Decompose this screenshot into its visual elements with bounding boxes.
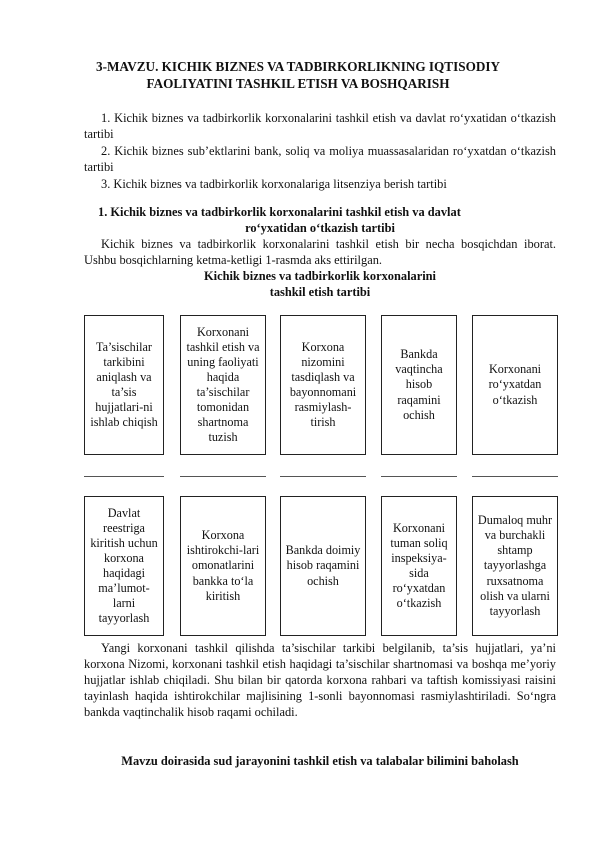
stage-box-3: Korxona nizomini tasdiqlash va bayonnomani rasmiylash-tirish <box>280 315 366 455</box>
section-heading-line-1: 1. Kichik biznes va tadbirkorlik korxonalarini tashkil etish va davlat <box>98 205 461 219</box>
figure-title <box>84 268 556 300</box>
separator-line <box>472 476 558 477</box>
section-heading-line-2: ro‘yxatidan o‘tkazish tartibi <box>245 221 395 235</box>
section-heading <box>84 204 556 236</box>
plan-item-1: 1. Kichik biznes va tadbirkorlik korxonalarini tashkil etish va davlat ro‘yxatidan o‘tkazish tartibi <box>84 111 556 141</box>
separator-line <box>84 476 164 477</box>
plan-item-2: 2. Kichik biznes sub’ektlarini bank, soliq va moliya muassasalaridan ro‘yxatdan o‘tkazish tartibi <box>84 144 556 174</box>
stage-box-7: Korxona ishtirokchi-lari omonatlarini bankka to‘la kiritish <box>180 496 266 636</box>
separator-line <box>180 476 266 477</box>
stage-box-6: Davlat reestriga kiritish uchun korxona haqidagi ma’lumot-larni tayyorlash <box>84 496 164 636</box>
stage-box-2: Korxonani tashkil etish va uning faoliyati haqida ta’sischilar tomonidan shartnoma tuzish <box>180 315 266 455</box>
plan-item-3: 3. Kichik biznes va tadbirkorlik korxonalariga litsenziya berish tartibi <box>101 177 447 191</box>
figure-title-line-1: Kichik biznes va tadbirkorlik korxonalarini <box>203 269 437 283</box>
separator-line <box>280 476 366 477</box>
stage-box-1: Ta’sischilar tarkibini aniqlash va ta’sis hujjatlari-ni ishlab chiqish <box>84 315 164 455</box>
footer-heading: Mavzu doirasida sud jarayonini tashkil etish va talabalar bilimini baholash <box>121 754 519 768</box>
title-line-2: FAOLIYATINI TASHKIL ETISH VA BOSHQARISH <box>146 76 450 91</box>
figure-title-line-2: tashkil etish tartibi <box>269 285 371 299</box>
page-title <box>70 58 526 92</box>
stage-box-9: Korxonani tuman soliq inspeksiya-sida ro‘yxatdan o‘tkazish <box>381 496 457 636</box>
body-paragraph: Yangi korxonani tashkil qilishda ta’sischilar tarkibi belgilanib, ta’sis hujjatlari, ya’ni korxona Nizomi, korxonani tashkil etish haqidagi ta’sischilar shartnomasi va boshqa me’yoriy hujjatlar ishlab chiqiladi. Shu bilan bir qatorda korxona rahbari va taftish komissiyasi raisini tayinlash haqida ishtirokchilar majlisining 1-sonli bayonnomasi rasmiylashtiriladi. So‘ngra bankda vaqtinchalik hisob raqami ochiladi. <box>84 641 556 719</box>
section-intro: Kichik biznes va tadbirkorlik korxonalarini tashkil etish bir necha bosqichdan iborat. Ushbu bosqichlarning ketma-ketligi 1-rasmda aks ettirilgan. <box>84 237 556 267</box>
title-line-1: 3-MAVZU. KICHIK BIZNES VA TADBIRKORLIKNING IQTISODIY <box>95 59 501 74</box>
stage-box-8: Bankda doimiy hisob raqamini ochish <box>280 496 366 636</box>
stage-box-4: Bankda vaqtincha hisob raqamini ochish <box>381 315 457 455</box>
stage-box-10: Dumaloq muhr va burchakli shtamp tayyorlashga ruxsatnoma olish va ularni tayyorlash <box>472 496 558 636</box>
stage-box-5: Korxonani ro‘yxatdan o‘tkazish <box>472 315 558 455</box>
separator-line <box>381 476 457 477</box>
